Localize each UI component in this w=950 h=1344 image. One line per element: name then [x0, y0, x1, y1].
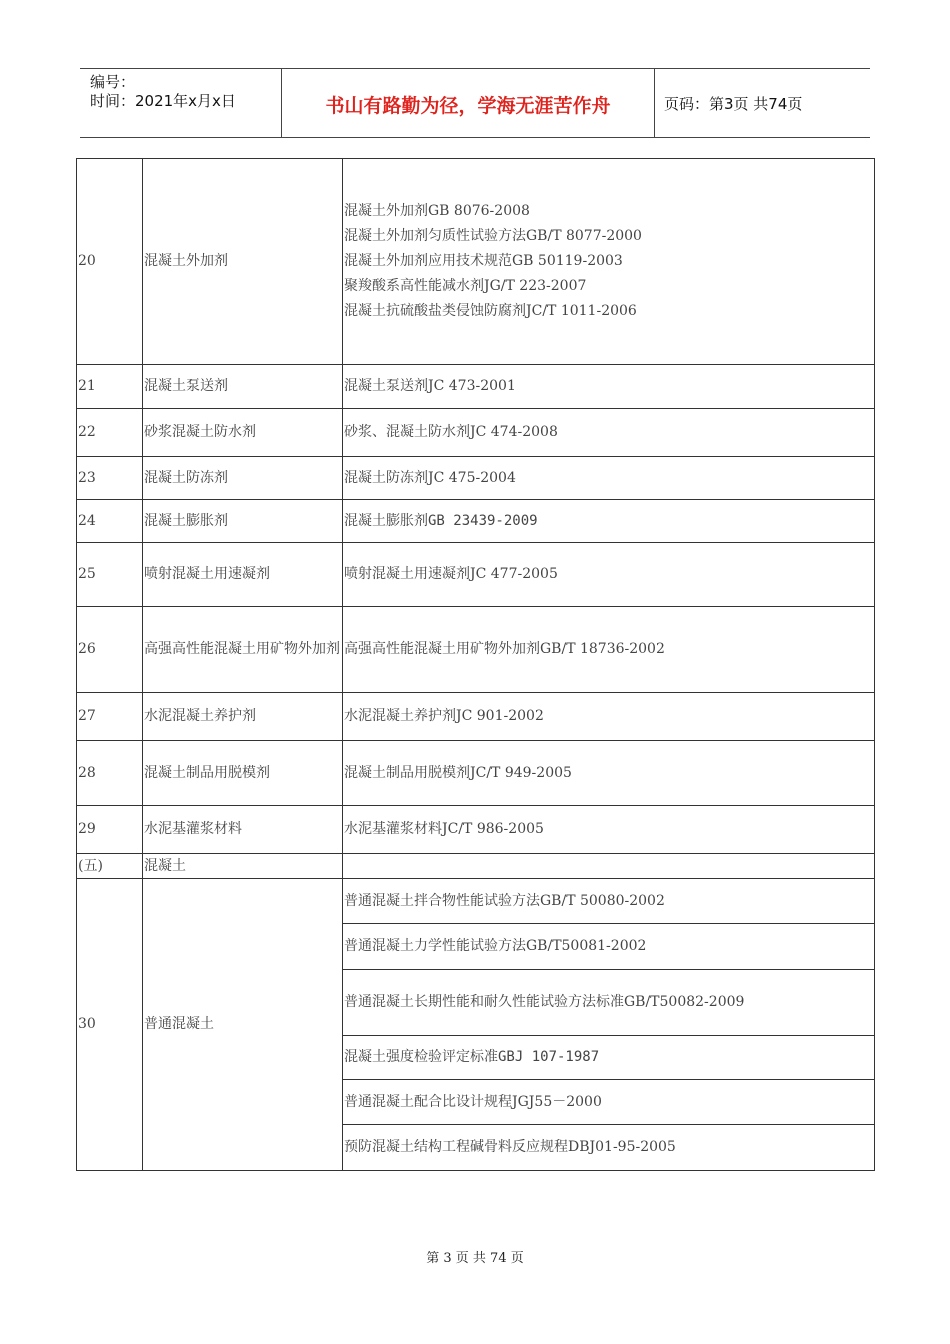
row-number: 29 — [77, 806, 143, 854]
section-empty-cell — [343, 854, 875, 879]
row-number: 28 — [77, 741, 143, 806]
header-meta — [90, 73, 236, 111]
table-row — [77, 457, 875, 500]
row-name: 高强高性能混凝土用矿物外加剂 — [143, 607, 343, 693]
row-standard: 预防混凝土结构工程碱骨料反应规程DBJ01-95-2005 — [343, 1125, 875, 1171]
table-row — [77, 741, 875, 806]
row-number: 25 — [77, 543, 143, 607]
table-row — [77, 693, 875, 741]
row-name: 普通混凝土 — [143, 879, 343, 1171]
row-standard: 普通混凝土配合比设计规程JGJ55－2000 — [343, 1080, 875, 1125]
row-standard: 普通混凝土长期性能和耐久性能试验方法标准GB/T50082-2009 — [343, 970, 875, 1036]
standards-table — [76, 158, 875, 1171]
table-row — [77, 365, 875, 409]
table-row — [77, 409, 875, 457]
row-name: 水泥基灌浆材料 — [143, 806, 343, 854]
row-name: 混凝土制品用脱模剂 — [143, 741, 343, 806]
standard-item: 混凝土外加剂应用技术规范GB 50119-2003 — [344, 253, 623, 269]
row-name: 混凝土膨胀剂 — [143, 500, 343, 543]
row-number: 27 — [77, 693, 143, 741]
section-name: 混凝土 — [143, 854, 343, 879]
table-row — [77, 607, 875, 693]
page-header — [80, 68, 870, 138]
row-standard: 普通混凝土力学性能试验方法GB/T50081-2002 — [343, 924, 875, 970]
row-standard: 砂浆、混凝土防水剂JC 474-2008 — [343, 409, 875, 457]
table-row — [77, 159, 875, 365]
row-number: 22 — [77, 409, 143, 457]
row-name: 混凝土防冻剂 — [143, 457, 343, 500]
number-label: 编号： — [90, 73, 136, 91]
row-name: 水泥混凝土养护剂 — [143, 693, 343, 741]
date-label: 时间：2021年x月x日 — [90, 92, 236, 110]
row-number: 30 — [77, 879, 143, 1171]
row-standard: 混凝土膨胀剂GB 23439-2009 — [343, 500, 875, 543]
row-name: 混凝土泵送剂 — [143, 365, 343, 409]
row-standard: 水泥混凝土养护剂JC 901-2002 — [343, 693, 875, 741]
row-standard: 混凝土防冻剂JC 475-2004 — [343, 457, 875, 500]
table-row — [77, 806, 875, 854]
standard-item: 混凝土外加剂匀质性试验方法GB/T 8077-2000 — [344, 228, 642, 244]
header-page-label: 页码：第3页 共74页 — [664, 95, 803, 113]
table-row — [77, 879, 875, 924]
row-standard: 水泥基灌浆材料JC/T 986-2005 — [343, 806, 875, 854]
row-standard: 喷射混凝土用速凝剂JC 477-2005 — [343, 543, 875, 607]
row-standard: 高强高性能混凝土用矿物外加剂GB/T 18736-2002 — [343, 607, 875, 693]
header-divider — [654, 69, 655, 137]
standard-item: 混凝土外加剂GB 8076-2008 — [344, 203, 530, 219]
row-name: 混凝土外加剂 — [143, 159, 343, 365]
standard-item: 混凝土抗硫酸盐类侵蚀防腐剂JC/T 1011-2006 — [344, 303, 637, 319]
row-standard: 混凝土泵送剂JC 473-2001 — [343, 365, 875, 409]
header-motto: 书山有路勤为径，学海无涯苦作舟 — [325, 95, 611, 117]
standard-list — [343, 159, 875, 365]
section-number: (五) — [77, 854, 143, 879]
standard-item: 聚羧酸系高性能减水剂JG/T 223-2007 — [344, 278, 587, 294]
row-name: 喷射混凝土用速凝剂 — [143, 543, 343, 607]
row-standard: 普通混凝土拌合物性能试验方法GB/T 50080-2002 — [343, 879, 875, 924]
row-number: 26 — [77, 607, 143, 693]
row-standard: 混凝土制品用脱模剂JC/T 949-2005 — [343, 741, 875, 806]
section-row — [77, 854, 875, 879]
row-standard: 混凝土强度检验评定标准GBJ 107-1987 — [343, 1036, 875, 1080]
table-row — [77, 500, 875, 543]
row-name: 砂浆混凝土防水剂 — [143, 409, 343, 457]
row-number: 20 — [77, 159, 143, 365]
row-number: 24 — [77, 500, 143, 543]
page-footer: 第 3 页 共 74 页 — [426, 1251, 524, 1266]
row-number: 21 — [77, 365, 143, 409]
row-number: 23 — [77, 457, 143, 500]
table-row — [77, 543, 875, 607]
